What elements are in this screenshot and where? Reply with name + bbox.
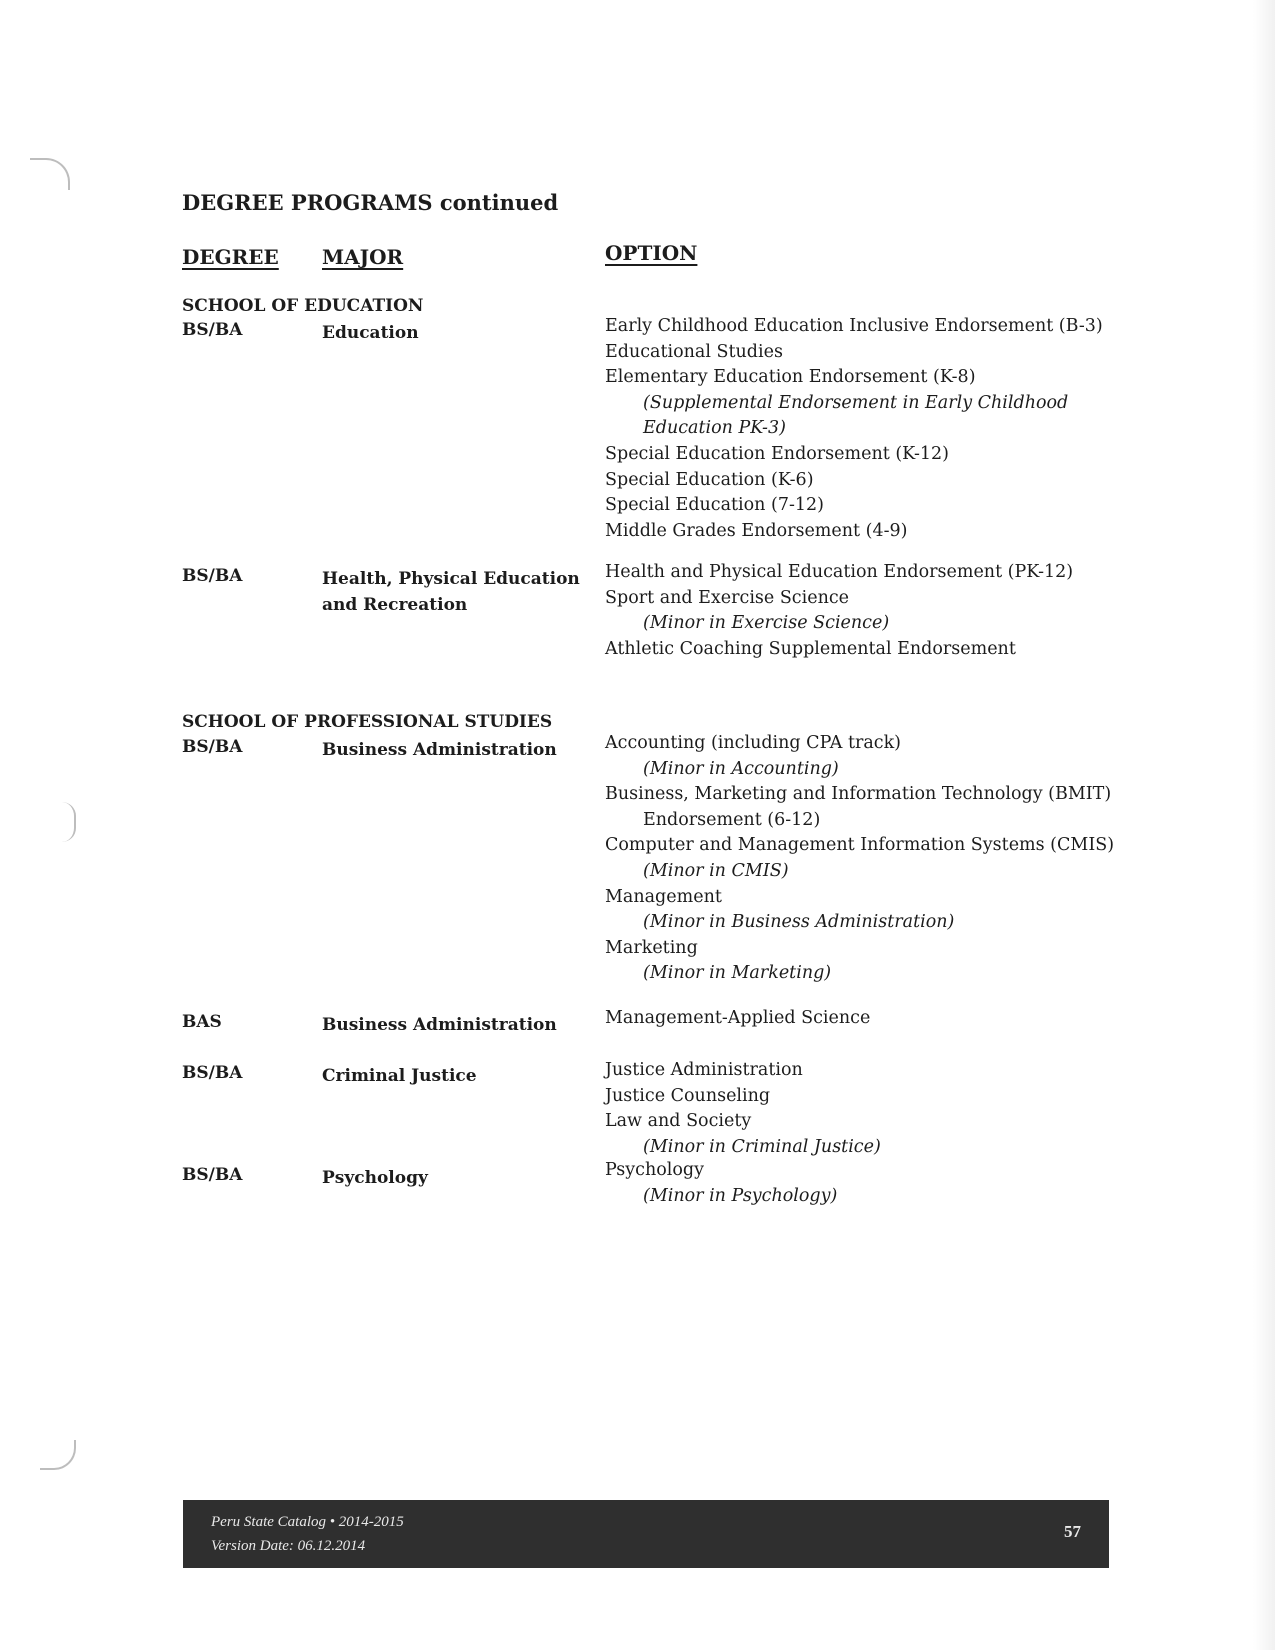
option-item: Psychology [605,1160,705,1180]
program-options [605,1006,1225,1032]
option-minor-note: Education PK-3) [643,418,786,439]
program-options [605,314,1225,544]
option-minor-note: (Supplemental Endorsement in Early Childhood [643,392,1069,413]
footer-catalog-title: Peru State Catalog • 2014-2015 [211,1514,404,1530]
option-minor-note: (Minor in Psychology) [643,1185,838,1206]
footer-band [183,1500,1109,1568]
option-item: Health and Physical Education Endorsement (PK-12) [605,562,1074,582]
option-item: Computer and Management Information Systems (CMIS) [605,835,1115,856]
program-options [605,1058,1225,1160]
option-minor-note: (Minor in Exercise Science) [643,613,890,634]
option-minor-note: (Minor in Marketing) [643,963,832,984]
option-item: Athletic Coaching Supplemental Endorsement [605,638,1016,659]
program-degree: BS/BA [182,737,243,757]
footer-version-date: Version Date: 06.12.2014 [211,1538,366,1554]
option-item: Educational Studies [605,341,783,362]
column-header-major: MAJOR [322,245,404,269]
program-options [605,731,1225,987]
program-degree: BS/BA [182,1165,243,1185]
column-header-degree: DEGREE [182,245,279,269]
page-number: 57 [1064,1522,1081,1541]
program-major: Education [322,323,419,343]
program-major: Psychology [322,1168,428,1188]
option-item: Management-Applied Science [605,1008,871,1028]
option-item: Elementary Education Endorsement (K-8) [605,367,976,388]
binder-hole-mark-bottom [40,1440,76,1470]
program-major: Criminal Justice [322,1066,477,1086]
option-item: Endorsement (6-12) [643,809,821,830]
option-item: Special Education Endorsement (K-12) [605,443,949,464]
option-item: Early Childhood Education Inclusive Endorsement (B-3) [605,316,1103,336]
binder-hole-mark-top [30,158,70,190]
option-item: Management [605,886,722,907]
program-major: Business Administration [322,740,557,760]
option-minor-note: (Minor in Accounting) [643,758,839,779]
option-minor-note: (Minor in CMIS) [643,860,789,881]
option-item: Special Education (K-6) [605,469,814,490]
school-heading-education: SCHOOL OF EDUCATION [182,296,424,316]
school-heading-professional-studies: SCHOOL OF PROFESSIONAL STUDIES [182,712,553,732]
program-degree: BAS [182,1012,222,1032]
option-item: Middle Grades Endorsement (4-9) [605,520,908,541]
option-item: Business, Marketing and Information Technology (BMIT) [605,784,1112,805]
option-item: Justice Counseling [605,1085,771,1106]
option-minor-note: (Minor in Criminal Justice) [643,1136,881,1157]
program-degree: BS/BA [182,320,243,340]
option-item: Sport and Exercise Science [605,587,849,608]
option-minor-note: (Minor in Business Administration) [643,912,955,933]
option-item: Special Education (7-12) [605,495,824,516]
program-options [605,1158,1225,1209]
page-heading: DEGREE PROGRAMS continued [182,190,559,215]
option-item: Justice Administration [605,1060,803,1080]
column-header-option: OPTION [605,241,698,265]
program-major: Health, Physical Education and Recreation [322,569,580,615]
binder-hole-mark-middle [58,802,76,842]
option-item: Marketing [605,937,698,958]
page-edge-shadow [1253,0,1275,1650]
program-degree: BS/BA [182,566,243,586]
option-item: Law and Society [605,1111,752,1132]
program-options [605,560,1225,662]
option-item: Accounting (including CPA track) [605,733,902,753]
program-major: Business Administration [322,1015,557,1035]
program-degree: BS/BA [182,1063,243,1083]
